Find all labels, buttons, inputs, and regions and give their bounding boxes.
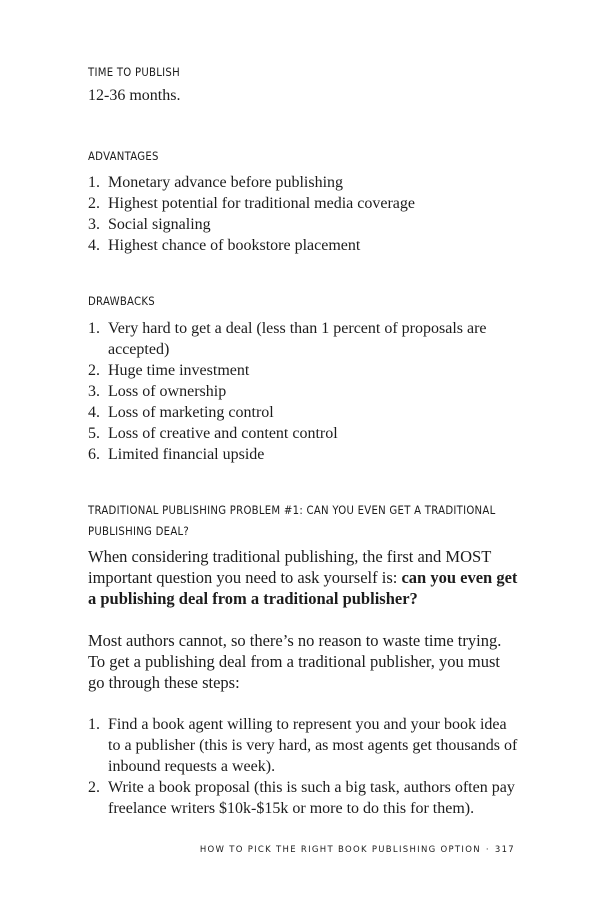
list-item-number: 2. (88, 195, 100, 212)
list-item (88, 777, 518, 819)
list-item-number: 1. (88, 716, 100, 733)
list-item (88, 444, 518, 465)
footer-separator: · (485, 845, 490, 855)
problem-1-heading-line-1: TRADITIONAL PUBLISHING PROBLEM #1: CAN YOU EVEN GET A TRADITIONAL (88, 503, 496, 517)
list-item-number: 1. (88, 174, 100, 191)
list-item-number: 4. (88, 237, 100, 254)
list-item-text: Write a book proposal (this is such a big task, authors often pay freelance writers $10k-$15k or more to do this for them). (108, 779, 515, 817)
drawbacks-section (88, 291, 518, 465)
problem-1-heading-line-2: PUBLISHING DEAL? (88, 524, 190, 538)
list-item-text: Limited financial upside (108, 446, 265, 463)
list-item-number: 4. (88, 404, 100, 421)
list-item (88, 214, 518, 235)
list-item (88, 360, 518, 381)
time-to-publish-heading: TIME TO PUBLISH (88, 65, 180, 79)
problem-1-intro-bold: can you even get a publishing deal from a traditional publisher? (88, 568, 518, 608)
list-item-text: Huge time investment (108, 362, 250, 379)
list-item (88, 402, 518, 423)
drawbacks-heading: DRAWBACKS (88, 294, 155, 308)
running-title: HOW TO PICK THE RIGHT BOOK PUBLISHING OPTION (199, 845, 481, 855)
problem-1-intro (88, 546, 518, 609)
problem-1-paragraph-2: Most authors cannot, so there’s no reason to waste time trying. To get a publishing deal from a traditional publisher, you must go through these steps: (88, 631, 502, 692)
list-item-text: Monetary advance before publishing (108, 174, 344, 191)
problem-1-intro-text: When considering traditional publishing, the first and MOST important question you need to ask yourself is: (88, 547, 491, 587)
list-item-number: 5. (88, 425, 100, 442)
publishing-steps-list (88, 714, 518, 819)
list-item-number: 1. (88, 320, 100, 337)
list-item (88, 318, 518, 360)
list-item-number: 3. (88, 383, 100, 400)
list-item (88, 423, 518, 444)
advantages-heading: ADVANTAGES (88, 149, 159, 163)
list-item-text: Loss of marketing control (108, 404, 274, 421)
list-item-text: Loss of ownership (108, 383, 227, 400)
list-item (88, 714, 518, 777)
advantages-list (88, 172, 518, 256)
page-number: 317 (494, 845, 515, 855)
list-item-text: Loss of creative and content control (108, 425, 338, 442)
book-page (88, 0, 518, 900)
time-to-publish-section (88, 62, 518, 106)
list-item-text: Social signaling (108, 216, 211, 233)
list-item-number: 2. (88, 779, 100, 796)
list-item-number: 3. (88, 216, 100, 233)
list-item (88, 193, 518, 214)
list-item (88, 172, 518, 193)
list-item-text: Highest chance of bookstore placement (108, 237, 361, 254)
list-item-number: 6. (88, 446, 100, 463)
list-item (88, 235, 518, 256)
advantages-section (88, 146, 518, 256)
list-item-number: 2. (88, 362, 100, 379)
problem-1-section (88, 500, 518, 819)
list-item-text: Find a book agent willing to represent you and your book idea to a publisher (this is very hard, as most agents get thousands of inbound requests a week). (108, 716, 518, 775)
list-item-text: Highest potential for traditional media coverage (108, 195, 415, 212)
list-item-text: Very hard to get a deal (less than 1 percent of proposals are accepted) (108, 320, 487, 358)
list-item (88, 381, 518, 402)
page-footer (88, 845, 515, 855)
drawbacks-list (88, 318, 518, 465)
time-to-publish-value: 12-36 months. (88, 87, 181, 104)
